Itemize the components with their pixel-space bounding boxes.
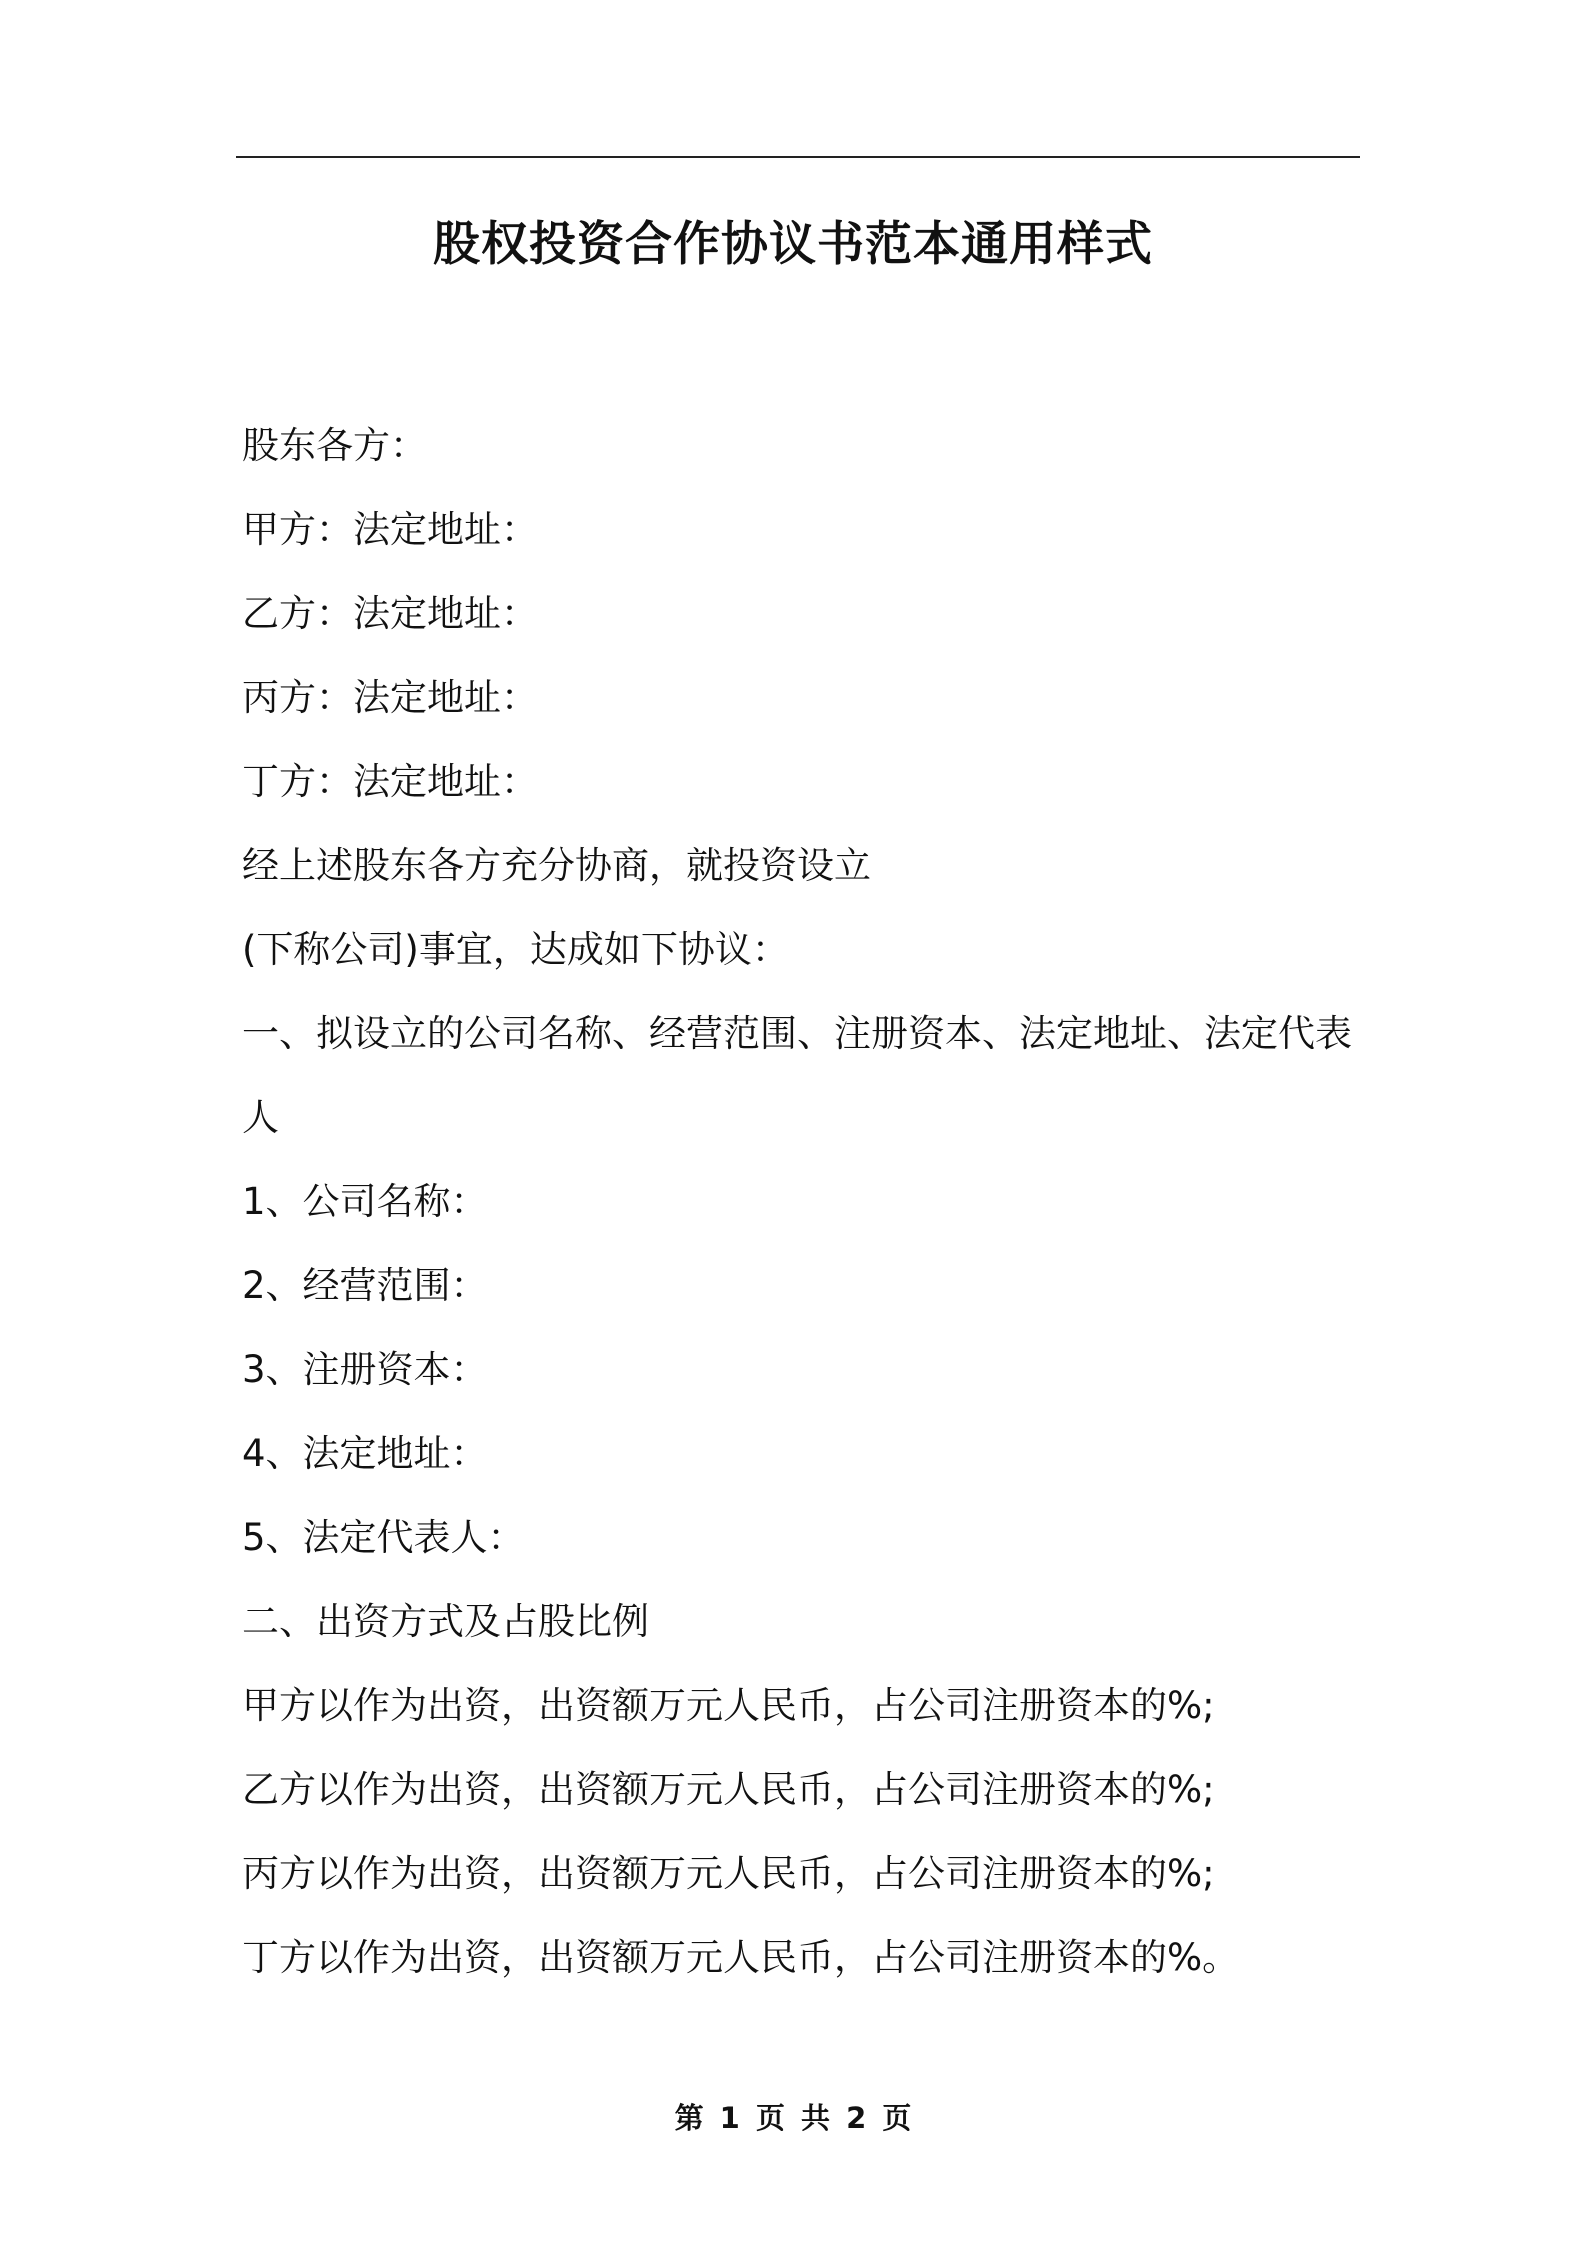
- party-b-contribution: 乙方以作为出资，出资额万元人民币，占公司注册资本的%;: [242, 1768, 1215, 1811]
- party-d-contribution: 丁方以作为出资，出资额万元人民币，占公司注册资本的%。: [242, 1936, 1240, 1979]
- legal-address-item: 4、法定地址：: [242, 1432, 488, 1475]
- party-c-contribution: 丙方以作为出资，出资额万元人民币，占公司注册资本的%;: [242, 1852, 1215, 1895]
- party-b-address: 乙方：法定地址：: [242, 592, 538, 635]
- page-number: 第 1 页 共 2 页: [674, 2101, 912, 2135]
- document-body: [242, 404, 1364, 2000]
- document-title: 股权投资合作协议书范本通用样式: [433, 217, 1153, 272]
- business-scope-item: 2、经营范围：: [242, 1264, 488, 1307]
- legal-representative-item: 5、法定代表人：: [242, 1516, 525, 1559]
- party-a-contribution: 甲方以作为出资，出资额万元人民币，占公司注册资本的%;: [242, 1684, 1215, 1727]
- header-rule: [236, 156, 1360, 158]
- party-a-address: 甲方：法定地址：: [242, 508, 538, 551]
- registered-capital-item: 3、注册资本：: [242, 1348, 488, 1391]
- shareholders-heading: 股东各方：: [242, 424, 427, 467]
- section-two-heading: 二、出资方式及占股比例: [242, 1600, 649, 1643]
- section-one-heading: 一、拟设立的公司名称、经营范围、注册资本、法定地址、法定代表: [242, 1012, 1352, 1055]
- preamble-line-2: (下称公司)事宜，达成如下协议：: [242, 928, 789, 971]
- company-name-item: 1、公司名称：: [242, 1180, 488, 1223]
- preamble-line-1: 经上述股东各方充分协商，就投资设立: [242, 844, 871, 887]
- section-one-heading-cont: 人: [242, 1096, 279, 1139]
- party-c-address: 丙方：法定地址：: [242, 676, 538, 719]
- party-d-address: 丁方：法定地址：: [242, 760, 538, 803]
